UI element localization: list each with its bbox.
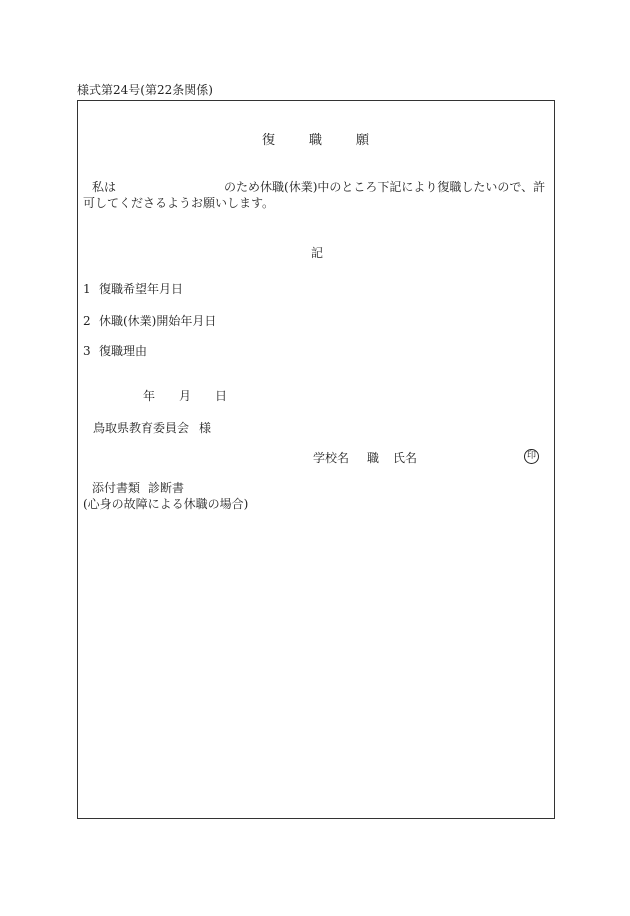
item-return-date <box>83 283 183 295</box>
date-month: 月 <box>179 389 192 403</box>
attachment-line <box>92 482 184 494</box>
item-number: 1 <box>83 282 91 296</box>
item-label: 休職(休業)開始年月日 <box>99 314 217 328</box>
date-day: 日 <box>215 389 228 403</box>
seal-icon: 印 <box>524 449 539 464</box>
addressee <box>93 422 211 434</box>
request-text-line-1 <box>92 181 545 193</box>
request-text-line-2: 可してくださるようお願いします。 <box>83 196 275 210</box>
request-text-start: 私は <box>92 180 117 194</box>
signature-line <box>313 452 417 464</box>
addressee-honorific: 様 <box>199 421 212 435</box>
ki-heading: 記 <box>311 246 324 260</box>
attachment-label: 添付書類 <box>92 481 141 495</box>
attachment-document: 診断書 <box>148 481 185 495</box>
request-text-end: のため休職(休業)中のところ下記により復職したいので、許 <box>224 180 546 194</box>
date-year: 年 <box>143 389 156 403</box>
item-return-reason <box>83 345 147 357</box>
title-char-1: 復 <box>262 133 276 148</box>
position-label: 職 <box>367 451 380 465</box>
form-number-label: 様式第24号(第22条関係) <box>77 83 213 97</box>
item-leave-start-date <box>83 315 216 327</box>
applicant-name-label: 氏名 <box>393 451 418 465</box>
document-title <box>262 134 369 147</box>
school-name-label: 学校名 <box>313 451 350 465</box>
item-number: 3 <box>83 344 91 358</box>
title-char-3: 願 <box>356 133 370 148</box>
addressee-name: 鳥取県教育委員会 <box>93 421 190 435</box>
item-label: 復職希望年月日 <box>99 282 184 296</box>
item-label: 復職理由 <box>99 344 148 358</box>
attachment-note: (心身の故障による休職の場合) <box>83 497 249 511</box>
item-number: 2 <box>83 314 91 328</box>
title-char-2: 職 <box>309 133 323 148</box>
date-line <box>143 390 227 402</box>
